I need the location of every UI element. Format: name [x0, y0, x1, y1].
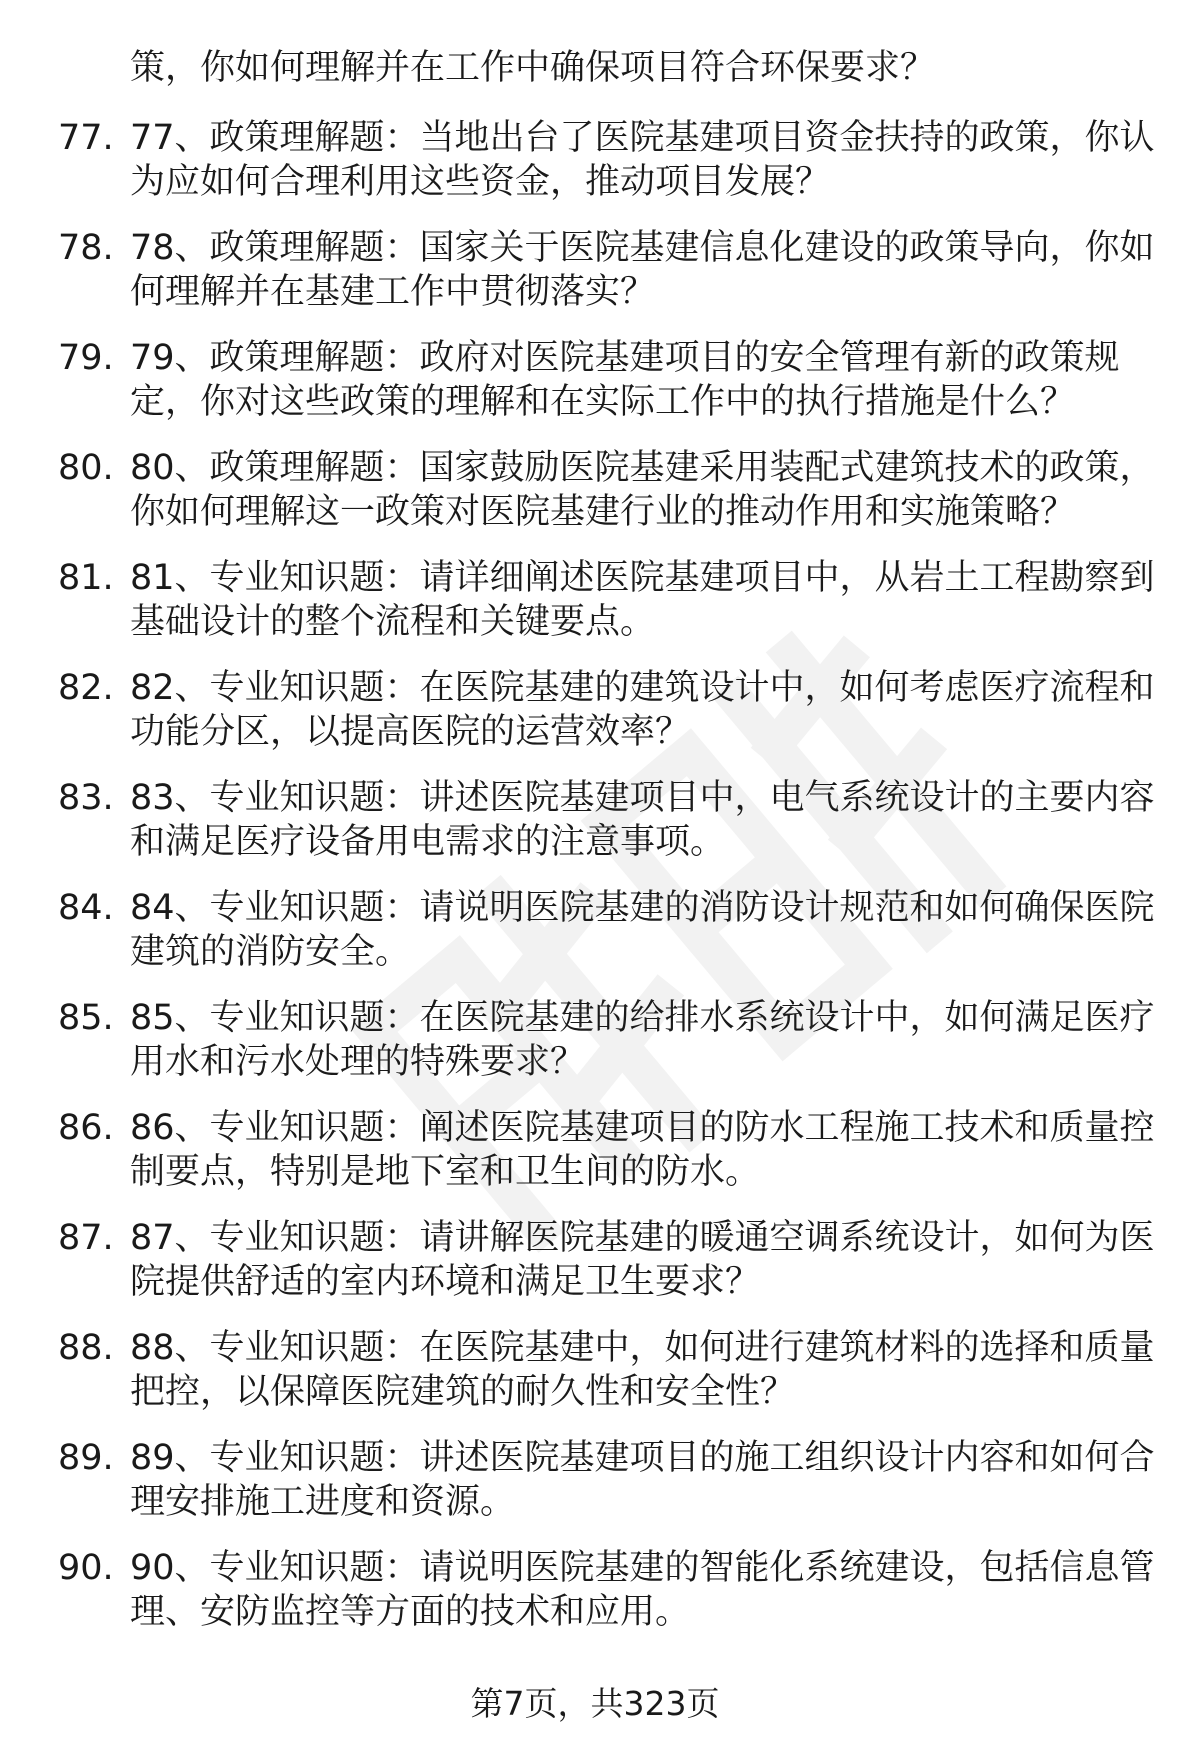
question-number: 88.	[58, 1328, 114, 1368]
question-text: 85、专业知识题：在医院基建的给排水系统设计中，如何满足医疗用水和污水处理的特殊要求？	[130, 998, 1155, 1082]
question-text: 78、政策理解题：国家关于医院基建信息化建设的政策导向，你如何理解并在基建工作中贯彻落实？	[130, 228, 1155, 312]
question-list	[0, 116, 1190, 1656]
page-footer: 第7页，共323页	[470, 1684, 720, 1723]
question-item	[0, 776, 1190, 864]
question-item	[0, 996, 1190, 1084]
question-text: 80、政策理解题：国家鼓励医院基建采用装配式建筑技术的政策，你如何理解这一政策对医院基建行业的推动作用和实施策略？	[130, 448, 1155, 532]
question-number: 78.	[58, 228, 114, 268]
question-item	[0, 336, 1190, 424]
question-item	[0, 556, 1190, 644]
continued-question-text: 策，你如何理解并在工作中确保项目符合环保要求？	[130, 48, 936, 88]
question-text: 79、政策理解题：政府对医院基建项目的安全管理有新的政策规定，你对这些政策的理解和在实际工作中的执行措施是什么？	[130, 338, 1120, 422]
question-text: 82、专业知识题：在医院基建的建筑设计中，如何考虑医疗流程和功能分区，以提高医院的运营效率？	[130, 668, 1155, 752]
question-number: 84.	[58, 888, 114, 928]
question-text: 87、专业知识题：请讲解医院基建的暖通空调系统设计，如何为医院提供舒适的室内环境和满足卫生要求？	[130, 1218, 1155, 1302]
question-number: 79.	[58, 338, 114, 378]
question-item	[0, 116, 1190, 204]
question-text: 88、专业知识题：在医院基建中，如何进行建筑材料的选择和质量把控，以保障医院建筑的耐久性和安全性？	[130, 1328, 1155, 1412]
question-text: 83、专业知识题：讲述医院基建项目中，电气系统设计的主要内容和满足医疗设备用电需求的注意事项。	[130, 778, 1155, 862]
question-item	[0, 1106, 1190, 1194]
question-text: 81、专业知识题：请详细阐述医院基建项目中，从岩土工程勘察到基础设计的整个流程和关键要点。	[130, 558, 1155, 642]
question-item	[0, 1436, 1190, 1524]
question-number: 86.	[58, 1108, 114, 1148]
question-number: 87.	[58, 1218, 114, 1258]
question-text: 77、政策理解题：当地出台了医院基建项目资金扶持的政策，你认为应如何合理利用这些资金，推动项目发展？	[130, 118, 1155, 202]
question-text: 89、专业知识题：讲述医院基建项目的施工组织设计内容和如何合理安排施工进度和资源。	[130, 1438, 1155, 1522]
question-item	[0, 446, 1190, 534]
question-number: 85.	[58, 998, 114, 1038]
question-item	[0, 1216, 1190, 1304]
question-text: 84、专业知识题：请说明医院基建的消防设计规范和如何确保医院建筑的消防安全。	[130, 888, 1155, 972]
question-item	[0, 886, 1190, 974]
question-number: 89.	[58, 1438, 114, 1478]
question-item	[0, 226, 1190, 314]
question-text: 86、专业知识题：阐述医院基建项目的防水工程施工技术和质量控制要点，特别是地下室和卫生间的防水。	[130, 1108, 1155, 1192]
question-text: 90、专业知识题：请说明医院基建的智能化系统建设，包括信息管理、安防监控等方面的技术和应用。	[130, 1548, 1155, 1632]
question-number: 77.	[58, 118, 114, 158]
question-number: 90.	[58, 1548, 114, 1588]
question-item	[0, 666, 1190, 754]
question-number: 81.	[58, 558, 114, 598]
question-number: 80.	[58, 448, 114, 488]
question-number: 82.	[58, 668, 114, 708]
question-item	[0, 1546, 1190, 1634]
question-item	[0, 1326, 1190, 1414]
question-number: 83.	[58, 778, 114, 818]
